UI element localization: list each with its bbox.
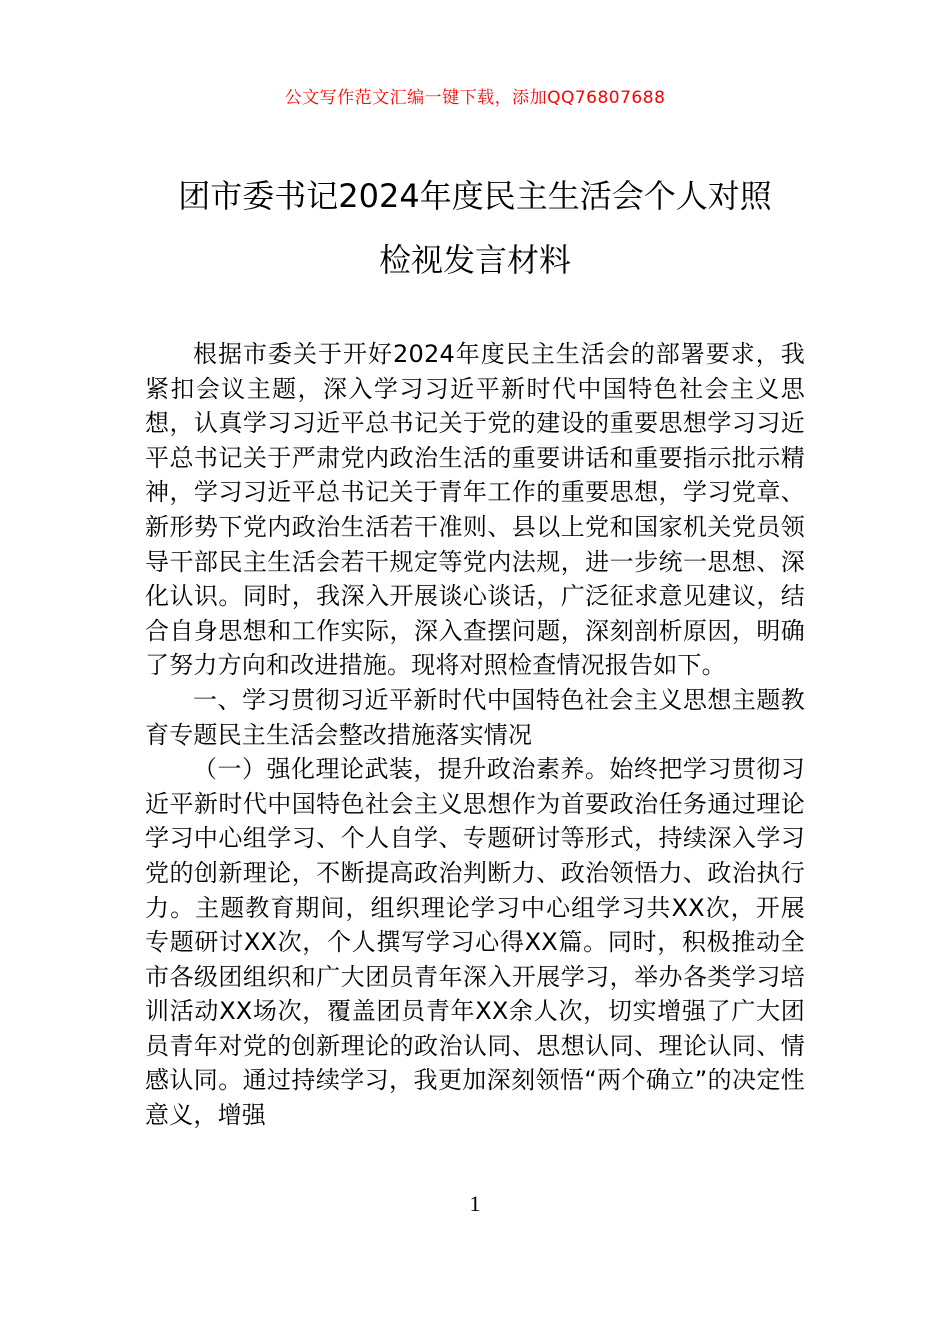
document-title-line-2: 检视发言材料 bbox=[378, 241, 571, 279]
download-promo-note: 公文写作范文汇编一键下载，添加QQ76807688 bbox=[284, 88, 666, 108]
page-number: 1 bbox=[469, 1191, 481, 1216]
intro-paragraph: 根据市委关于开好2024年度民主生活会的部署要求，我紧扣会议主题，深入学习习近平新时代中国特色社会主义思想，认真学习习近平总书记关于党的建设的重要思想学习习近平总书记关于严肃党内政治生活的重要讲话和重要指示批示精神，学习习近平总书记关于青年工作的重要思想，学习党章、新形势下党内政治生活若干准则、县以上党和国家机关党员领导干部民主生活会若干规定等党内法规，进一步统一思想、深化认识。同时，我深入开展谈心谈话，广泛征求意见建议，结合自身思想和工作实际，深入查摆问题，深刻剖析原因，明确了努力方向和改进措施。现将对照检查情况报告如下。 bbox=[145, 340, 805, 680]
document-title-line-1: 团市委书记2024年度民主生活会个人对照 bbox=[178, 177, 772, 215]
section-heading-1: 一、学习贯彻习近平新时代中国特色社会主义思想主题教育专题民主生活会整改措施落实情况 bbox=[145, 685, 805, 749]
document-body bbox=[145, 337, 805, 1133]
subsection-paragraph-1: （一）强化理论武装，提升政治素养。始终把学习贯彻习近平新时代中国特色社会主义思想作为首要政治任务通过理论学习中心组学习、个人自学、专题研讨等形式，持续深入学习党的创新理论，不断提高政治判断力、政治领悟力、政治执行力。主题教育期间，组织理论学习中心组学习共XX次，开展专题研讨XX次，个人撰写学习心得XX篇。同时，积极推动全市各级团组织和广大团员青年深入开展学习，举办各类学习培训活动XX场次，覆盖团员青年XX余人次，切实增强了广大团员青年对党的创新理论的政治认同、思想认同、理论认同、情感认同。通过持续学习，我更加深刻领悟“两个确立”的决定性意义，增强 bbox=[145, 755, 805, 1130]
